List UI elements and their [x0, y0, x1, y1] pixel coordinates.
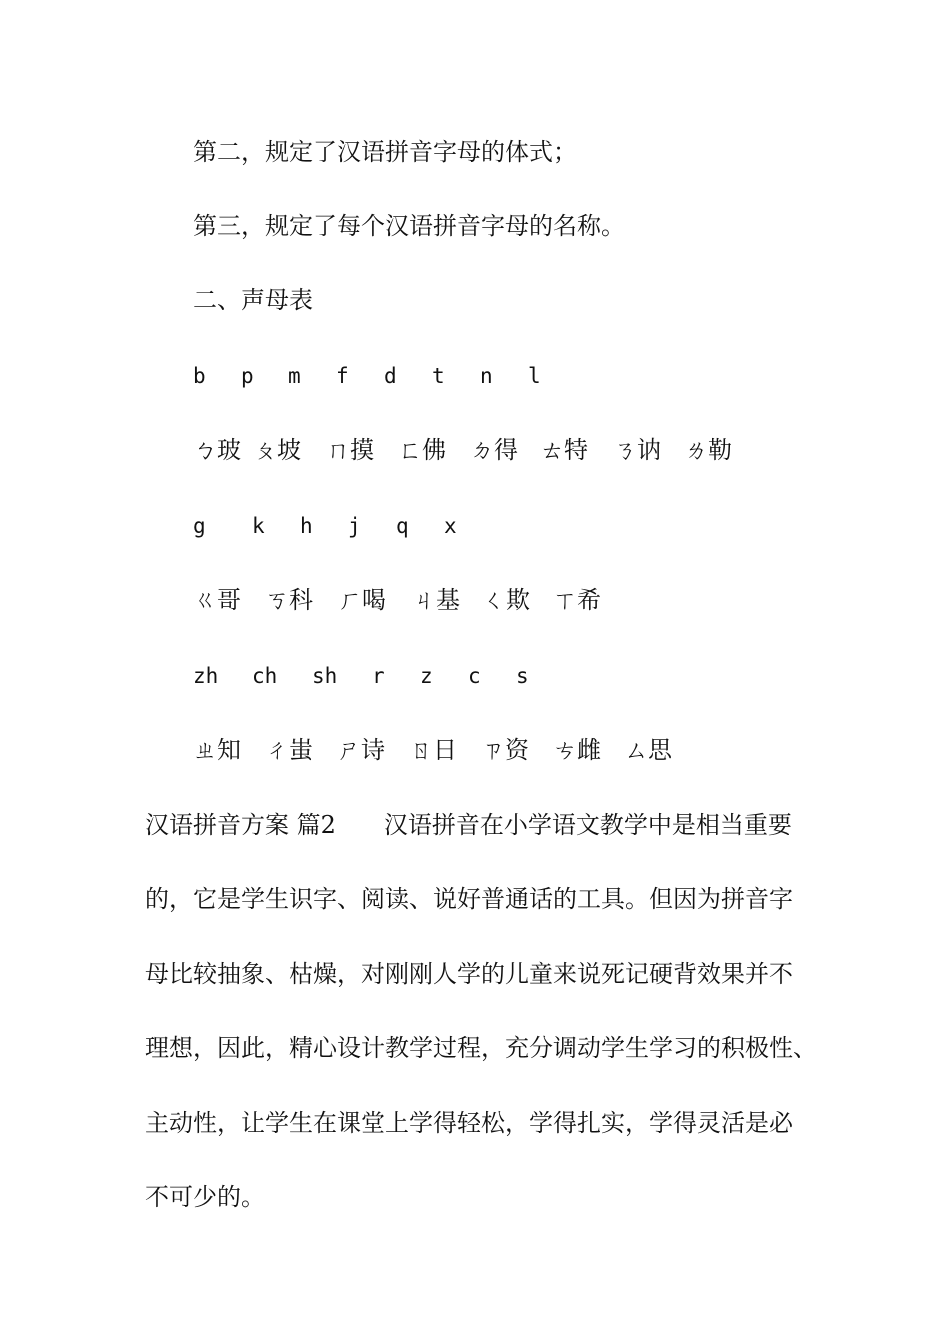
initial-p: p — [241, 364, 254, 388]
zhuyin-g: ㄍ哥 — [193, 586, 241, 614]
paragraph-line: 不可少的。 — [145, 1183, 265, 1211]
initial-x: x — [444, 514, 457, 538]
initial-zh: zh — [193, 664, 219, 688]
paragraph-line: 的，它是学生识字、阅读、说好普通话的工具。但因为拼音字 — [145, 885, 793, 913]
initial-z: z — [420, 664, 433, 688]
initial-ch: ch — [252, 664, 278, 688]
initial-sh: sh — [312, 664, 338, 688]
initial-f: f — [336, 364, 349, 388]
zhuyin-j: ㄐ基 — [412, 586, 460, 614]
initial-m: m — [288, 364, 301, 388]
zhuyin-p: ㄆ坡 — [253, 436, 301, 464]
initial-c: c — [468, 664, 481, 688]
paragraph-line: 母比较抽象、枯燥，对刚刚人学的儿童来说死记硬背效果并不 — [145, 960, 793, 988]
initial-q: q — [396, 514, 409, 538]
initial-b: b — [193, 364, 206, 388]
initials-row1-zhuyin — [193, 434, 753, 466]
zhuyin-q: ㄑ欺 — [482, 586, 530, 614]
initials-row2-zhuyin — [193, 584, 623, 616]
zhuyin-c: ㄘ雌 — [553, 736, 601, 764]
zhuyin-z: ㄗ资 — [481, 736, 529, 764]
initials-row2-latin — [193, 510, 493, 542]
zhuyin-b: ㄅ玻 — [193, 436, 241, 464]
zhuyin-t: ㄊ特 — [540, 436, 588, 464]
zhuyin-s: ㄙ思 — [624, 736, 672, 764]
initial-d: d — [384, 364, 397, 388]
initial-r: r — [372, 664, 385, 688]
paragraph-line: 主动性，让学生在课堂上学得轻松，学得扎实，学得灵活是必 — [145, 1109, 793, 1137]
initials-row3-zhuyin — [193, 734, 693, 766]
zhuyin-h: ㄏ喝 — [338, 586, 386, 614]
zhuyin-f: ㄈ佛 — [398, 436, 446, 464]
initial-k: k — [252, 514, 265, 538]
initial-t: t — [432, 364, 445, 388]
initial-s: s — [516, 664, 529, 688]
section-heading: 二、声母表 — [193, 286, 313, 314]
paragraph-line: 汉语拼音方案 篇2 汉语拼音在小学语文教学中是相当重要 — [145, 811, 792, 839]
initial-g: g — [193, 514, 206, 538]
zhuyin-m: ㄇ摸 — [326, 436, 374, 464]
text-line-item3: 第三，规定了每个汉语拼音字母的名称。 — [193, 212, 625, 240]
initial-n: n — [480, 364, 493, 388]
zhuyin-l: ㄌ勒 — [684, 436, 732, 464]
initial-j: j — [348, 514, 361, 538]
zhuyin-ch: ㄔ蚩 — [265, 736, 313, 764]
initial-l: l — [528, 364, 541, 388]
zhuyin-d: ㄉ得 — [470, 436, 518, 464]
text-line-item2: 第二，规定了汉语拼音字母的体式； — [193, 138, 577, 166]
initials-row3-latin — [193, 660, 553, 692]
zhuyin-k: ㄎ科 — [265, 586, 313, 614]
zhuyin-n: ㄋ讷 — [613, 436, 661, 464]
initial-h: h — [300, 514, 313, 538]
initials-row1-latin — [193, 360, 593, 392]
zhuyin-x: ㄒ希 — [553, 586, 601, 614]
zhuyin-r: ㄖ日 — [409, 736, 457, 764]
paragraph-line: 理想，因此，精心设计教学过程，充分调动学生学习的积极性、 — [145, 1034, 817, 1062]
zhuyin-zh: ㄓ知 — [193, 736, 241, 764]
zhuyin-sh: ㄕ诗 — [337, 736, 385, 764]
